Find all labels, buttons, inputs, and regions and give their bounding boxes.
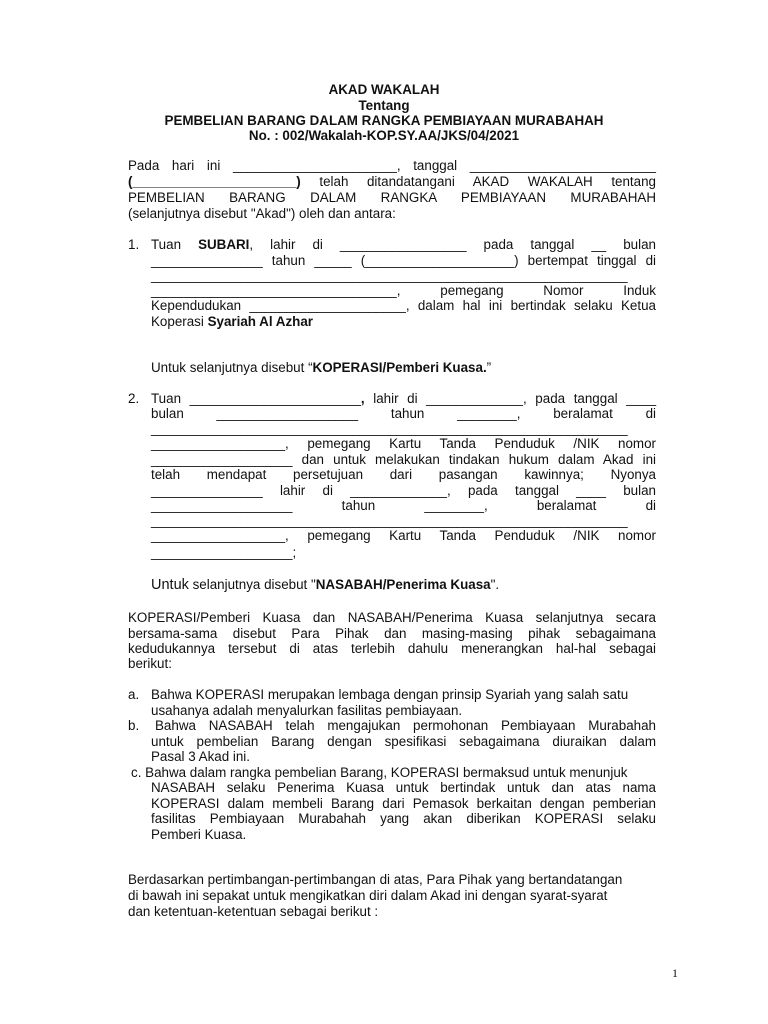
party2-line-8: ___________________ tahun ________, beralamat di xyxy=(151,498,656,513)
intro-line-1: Pada hari ini ______________________, tanggal _________________________ xyxy=(128,158,656,173)
party2-line-9: ________________________________________________________________ xyxy=(151,513,628,528)
party2-line-2: bulan ___________________ tahun ________, beralamat di xyxy=(151,406,656,421)
party1-designation-role: KOPERASI/Pemberi Kuasa. xyxy=(312,360,487,375)
closing-line-1: Berdasarkan pertimbangan-pertimbangan di atas, Para Pihak yang bertandatangan xyxy=(128,872,623,887)
party2-line-6: telah mendapat persetujuan dari pasangan kawinnya; Nyonya xyxy=(151,467,656,482)
party1-line-1 xyxy=(151,237,656,253)
party1-designation-prefix: Untuk selanjutnya disebut “ xyxy=(151,360,313,375)
party1-line-4: _________________________________, pemegang Nomor Induk xyxy=(151,283,656,298)
item-c-line-4: fasilitas Pembiayaan Murabahah yang akan diberikan KOPERASI selaku xyxy=(151,811,656,826)
item-a-line-1: Bahwa KOPERASI merupakan lembaga dengan prinsip Syariah yang salah satu xyxy=(151,687,629,702)
party1-org-name: Syariah Al Azhar xyxy=(207,314,314,329)
party2-line-1 xyxy=(151,391,656,407)
parties-line-2: bersama-sama disebut Para Pihak dan masing-masing pihak sebagaimana xyxy=(128,626,656,641)
intro-date-blank: (______________________) xyxy=(128,174,301,189)
party2-line-5: ___________________ dan untuk melakukan tindakan hukum dalam Akad ini xyxy=(151,452,656,467)
closing-line-2: di bawah ini sepakat untuk mengikatkan diri dalam Akad ini dengan syarat-syarat xyxy=(128,888,608,903)
item-b-line-3: Pasal 3 Akad ini. xyxy=(151,749,251,764)
item-c-line-3: KOPERASI dalam membeli Barang dari Pemasok berkaitan dengan pemberian xyxy=(151,796,656,811)
party2-comma: , xyxy=(360,391,365,406)
party1-designation-close: ” xyxy=(486,360,492,375)
party2-number: 2. xyxy=(128,391,140,406)
intro-line-4: (selanjutnya disebut "Akad") oleh dan antara: xyxy=(128,206,396,221)
doc-topic: PEMBELIAN BARANG DALAM RANGKA PEMBIAYAAN MURABAHAH xyxy=(164,113,604,128)
party2-designation-lead: Untuk xyxy=(151,577,189,593)
party1-name: SUBARI xyxy=(198,237,250,252)
party2-line-7: _______________ lahir di _____________, pada tanggal ____ bulan xyxy=(151,483,656,498)
party1-designation xyxy=(151,360,491,376)
parties-line-4: berikut: xyxy=(128,656,172,671)
party2-line-4: __________________, pemegang Kartu Tanda Penduduk /NIK nomor xyxy=(151,436,656,451)
item-c-line-5: Pemberi Kuasa. xyxy=(151,827,247,842)
item-b-line-2: untuk pembelian Barang dengan spesifikasi sebagaimana diuraikan dalam xyxy=(151,734,656,749)
party2-designation-prefix: selanjutnya disebut " xyxy=(188,577,316,592)
item-b-line-1: Bahwa NASABAH telah mengajukan permohonan Pembiayaan Murabahah xyxy=(155,718,656,733)
parties-line-1: KOPERASI/Pemberi Kuasa dan NASABAH/Penerima Kuasa selanjutnya secara xyxy=(128,610,656,625)
party2-line-11: ___________________; xyxy=(151,545,297,560)
party1-line-6 xyxy=(151,314,313,330)
party1-title: Tuan xyxy=(151,237,199,252)
item-a-label: a. xyxy=(128,687,140,702)
intro-line-3: PEMBELIAN BARANG DALAM RANGKA PEMBIAYAAN MURABAHAH xyxy=(128,190,656,205)
party1-line-1-text: , lahir di _________________ pada tanggal __ bulan xyxy=(249,237,656,252)
party2-designation xyxy=(151,577,499,593)
doc-subtitle: Tentang xyxy=(358,98,410,113)
closing-line-3: dan ketentuan-ketentuan sebagai berikut : xyxy=(128,904,379,919)
doc-title: AKAD WAKALAH xyxy=(328,82,440,97)
party1-number: 1. xyxy=(128,237,140,252)
intro-line-2-text: telah ditandatangani AKAD WAKALAH tentang xyxy=(300,174,656,189)
party2-line-10: __________________, pemegang Kartu Tanda Penduduk /NIK nomor xyxy=(151,528,656,543)
party2-line-1-text: lahir di _____________, pada tanggal ____ xyxy=(364,391,657,406)
party2-designation-role: NASABAH/Penerima Kuasa xyxy=(315,577,491,592)
item-c-line-1: c. Bahwa dalam rangka pembelian Barang, KOPERASI bermaksud untuk menunjuk xyxy=(131,765,628,780)
party1-line-3: ________________________________________________________________ xyxy=(151,268,628,283)
party1-line-5: Kependudukan _____________________, dalam hal ini bertindak selaku Ketua xyxy=(151,298,656,313)
party2-designation-close: ". xyxy=(490,577,500,592)
party1-line-2: _______________ tahun _____ (____________________) bertempat tinggal di xyxy=(151,253,656,268)
item-b-label: b. xyxy=(128,718,140,733)
party2-title: Tuan _______________________ xyxy=(151,391,361,406)
intro-line-2 xyxy=(128,174,656,190)
item-a-line-2: usahanya adalah menyalurkan fasilitas pembiayaan. xyxy=(151,703,463,718)
party1-org-prefix: Koperasi xyxy=(151,314,208,329)
item-c-line-2: NASABAH selaku Penerima Kuasa untuk bertindak untuk dan atas nama xyxy=(151,780,656,795)
page-number: 1 xyxy=(672,966,678,980)
doc-number: No. : 002/Wakalah-KOP.SY.AA/JKS/04/2021 xyxy=(248,128,520,143)
parties-line-3: kedudukannya tersebut di atas terlebih dahulu menerangkan hal-hal sebagai xyxy=(128,641,656,656)
party2-line-3: ________________________________________________________________ xyxy=(151,421,628,436)
